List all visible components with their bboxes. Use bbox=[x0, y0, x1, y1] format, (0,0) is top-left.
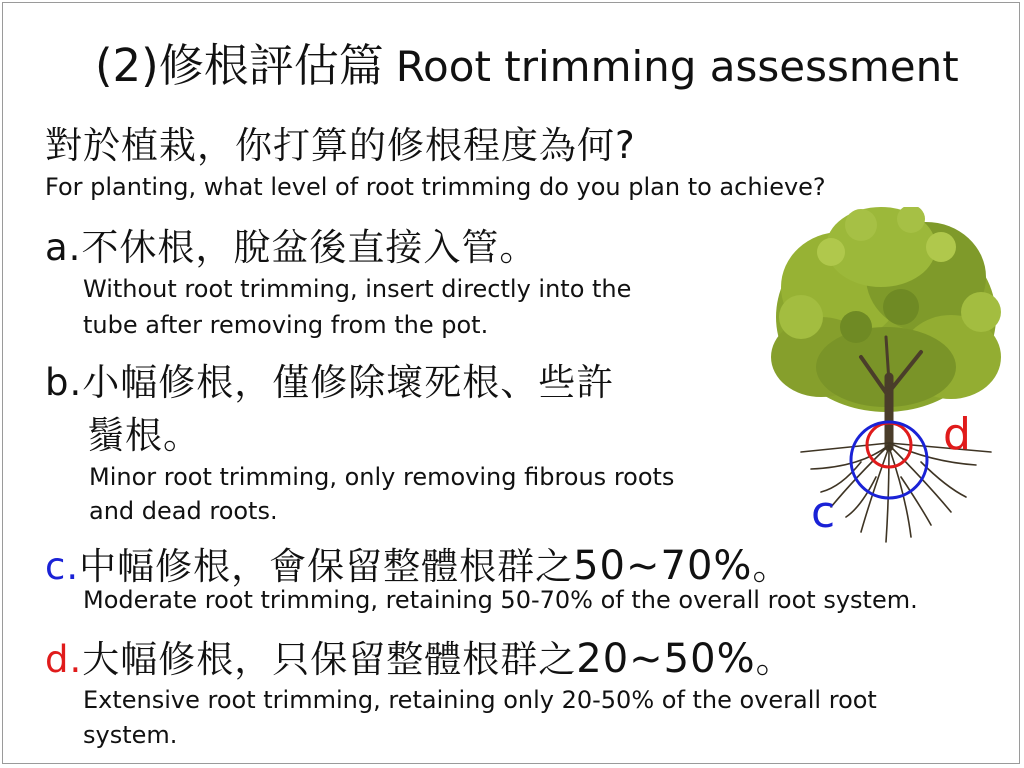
option-c-marker: c. bbox=[45, 545, 80, 588]
option-d-percent: 20~50% bbox=[576, 636, 756, 682]
option-a-zh-text: 不休根，脫盆後直接入管。 bbox=[81, 226, 538, 269]
option-a-marker: a. bbox=[45, 226, 82, 269]
option-b-en-line2: and dead roots. bbox=[89, 497, 278, 525]
slide bbox=[2, 2, 1020, 764]
option-d-en-line1: Extensive root trimming, retaining only 20-50% of the overall root bbox=[83, 686, 877, 714]
option-d-en-line2: system. bbox=[83, 721, 178, 749]
option-d-marker: d. bbox=[45, 638, 83, 681]
tree-with-roots-icon bbox=[761, 207, 1011, 547]
option-b-marker: b. bbox=[45, 361, 83, 404]
option-a-zh bbox=[45, 226, 538, 269]
question-zh: 對於植栽，你打算的修根程度為何? bbox=[45, 124, 636, 167]
option-d-zh bbox=[45, 636, 794, 682]
diagram-label-d: d bbox=[943, 409, 971, 460]
question-en: For planting, what level of root trimming do you plan to achieve? bbox=[45, 173, 826, 201]
option-c-en: Moderate root trimming, retaining 50-70% of the overall root system. bbox=[83, 586, 918, 614]
slide-title bbox=[95, 39, 959, 92]
diagram-label-c: c bbox=[811, 487, 836, 538]
option-a-en-line2: tube after removing from the pot. bbox=[83, 311, 489, 339]
option-b-zh-line1 bbox=[45, 361, 615, 404]
option-b-en-line1: Minor root trimming, only removing fibrous roots bbox=[89, 463, 675, 491]
option-c-zh-post: 。 bbox=[752, 545, 791, 588]
title-zh: (2)修根評估篇 bbox=[95, 39, 384, 92]
option-c-zh-pre: 中幅修根，會保留整體根群之 bbox=[79, 545, 574, 588]
option-c-zh bbox=[45, 543, 791, 589]
option-a-en-line1: Without root trimming, insert directly into the bbox=[83, 275, 632, 303]
option-c-percent: 50~70% bbox=[573, 543, 753, 589]
title-en: Root trimming assessment bbox=[395, 42, 959, 91]
option-b-zh-line2: 鬚根。 bbox=[87, 414, 201, 457]
option-b-zh-text1: 小幅修根，僅修除壞死根、些許 bbox=[82, 361, 615, 404]
option-d-zh-post: 。 bbox=[755, 638, 794, 681]
option-d-zh-pre: 大幅修根，只保留整體根群之 bbox=[82, 638, 577, 681]
